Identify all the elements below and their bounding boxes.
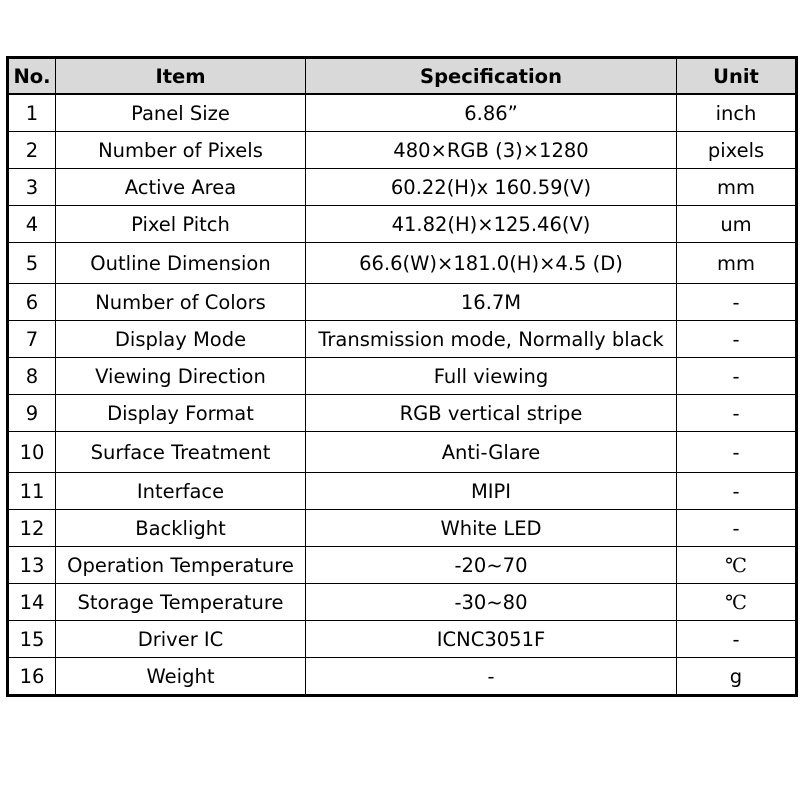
row-unit: pixels [677, 132, 797, 169]
row-no: 11 [8, 473, 56, 510]
row-no: 16 [8, 658, 56, 696]
table-row [8, 432, 797, 473]
row-unit: - [677, 321, 797, 358]
row-no: 12 [8, 510, 56, 547]
row-specification: MIPI [306, 473, 677, 510]
row-item: Driver IC [56, 621, 306, 658]
table-row [8, 395, 797, 432]
table-row [8, 658, 797, 696]
table-row [8, 243, 797, 284]
header-row [8, 58, 797, 95]
row-no: 7 [8, 321, 56, 358]
row-unit: - [677, 358, 797, 395]
row-no: 10 [8, 432, 56, 473]
table-row [8, 169, 797, 206]
row-item: Number of Pixels [56, 132, 306, 169]
row-item: Display Format [56, 395, 306, 432]
row-item: Outline Dimension [56, 243, 306, 284]
row-specification: - [306, 658, 677, 696]
row-no: 5 [8, 243, 56, 284]
row-no: 1 [8, 94, 56, 132]
row-item: Operation Temperature [56, 547, 306, 584]
row-no: 4 [8, 206, 56, 243]
row-item: Number of Colors [56, 284, 306, 321]
table-row [8, 94, 797, 132]
table-row [8, 510, 797, 547]
row-item: Viewing Direction [56, 358, 306, 395]
row-unit: ℃ [677, 547, 797, 584]
row-specification: 66.6(W)×181.0(H)×4.5 (D) [306, 243, 677, 284]
row-unit: - [677, 395, 797, 432]
row-unit: inch [677, 94, 797, 132]
table-row [8, 547, 797, 584]
header-specification: Specification [306, 58, 677, 95]
table-row [8, 132, 797, 169]
row-no: 9 [8, 395, 56, 432]
row-unit: g [677, 658, 797, 696]
row-item: Weight [56, 658, 306, 696]
table-row [8, 284, 797, 321]
table-row [8, 206, 797, 243]
row-unit: - [677, 473, 797, 510]
row-specification: 480×RGB (3)×1280 [306, 132, 677, 169]
row-unit: um [677, 206, 797, 243]
row-item: Pixel Pitch [56, 206, 306, 243]
row-no: 3 [8, 169, 56, 206]
row-specification: RGB vertical stripe [306, 395, 677, 432]
row-specification: 6.86” [306, 94, 677, 132]
row-unit: mm [677, 169, 797, 206]
row-specification: ICNC3051F [306, 621, 677, 658]
row-no: 6 [8, 284, 56, 321]
row-specification: Full viewing [306, 358, 677, 395]
table-row [8, 584, 797, 621]
row-unit: - [677, 621, 797, 658]
row-specification: 60.22(H)x 160.59(V) [306, 169, 677, 206]
row-specification: -20~70 [306, 547, 677, 584]
row-unit: ℃ [677, 584, 797, 621]
row-item: Interface [56, 473, 306, 510]
row-item: Surface Treatment [56, 432, 306, 473]
table-row [8, 473, 797, 510]
table-row [8, 621, 797, 658]
header-unit: Unit [677, 58, 797, 95]
row-item: Display Mode [56, 321, 306, 358]
row-specification: White LED [306, 510, 677, 547]
specification-table [6, 56, 798, 697]
header-no: No. [8, 58, 56, 95]
header-item: Item [56, 58, 306, 95]
row-unit: - [677, 510, 797, 547]
row-item: Storage Temperature [56, 584, 306, 621]
row-item: Active Area [56, 169, 306, 206]
row-unit: - [677, 284, 797, 321]
row-no: 15 [8, 621, 56, 658]
table-row [8, 358, 797, 395]
row-no: 14 [8, 584, 56, 621]
row-specification: 41.82(H)×125.46(V) [306, 206, 677, 243]
row-specification: Transmission mode, Normally black [306, 321, 677, 358]
row-item: Panel Size [56, 94, 306, 132]
row-unit: - [677, 432, 797, 473]
row-specification: 16.7M [306, 284, 677, 321]
row-no: 13 [8, 547, 56, 584]
row-no: 8 [8, 358, 56, 395]
row-specification: -30~80 [306, 584, 677, 621]
table-row [8, 321, 797, 358]
row-item: Backlight [56, 510, 306, 547]
row-specification: Anti-Glare [306, 432, 677, 473]
row-unit: mm [677, 243, 797, 284]
row-no: 2 [8, 132, 56, 169]
